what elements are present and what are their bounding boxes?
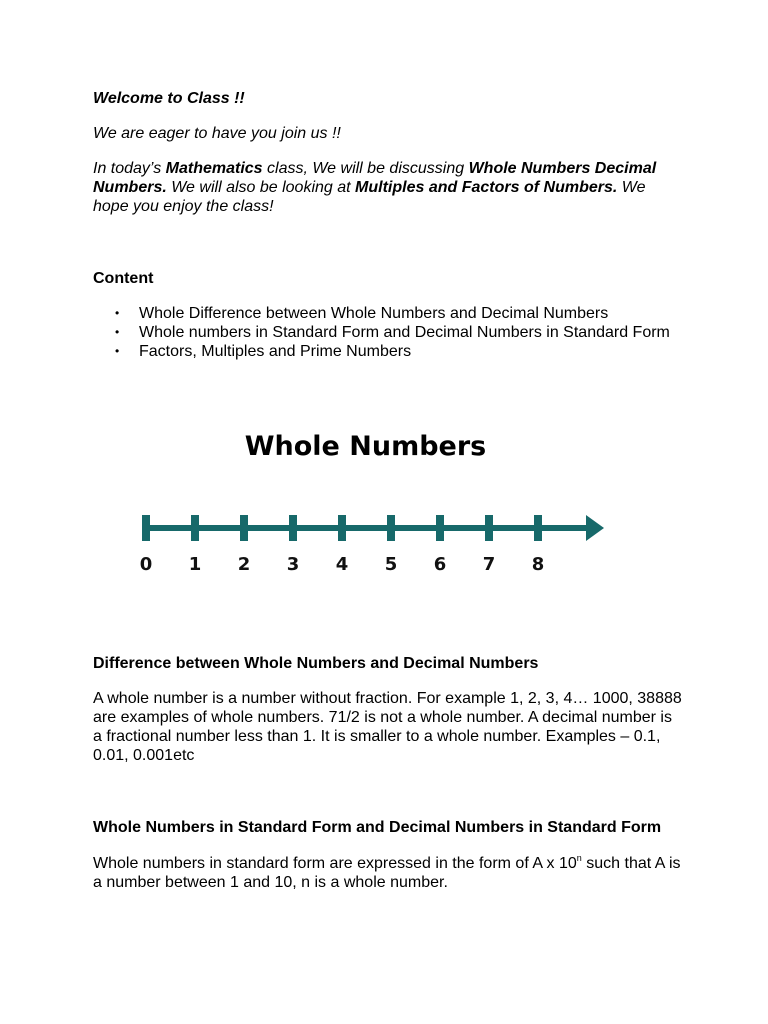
tick-mark (436, 515, 444, 541)
intro-part3: We will also be looking at (166, 179, 356, 196)
section2-body-part2: such that A is a number between 1 and 10, n is a whole number. (93, 855, 681, 891)
welcome-text: Welcome to Class !! (93, 90, 245, 107)
list-item (93, 323, 683, 342)
section2-heading: Whole Numbers in Standard Form and Decimal Numbers in Standard Form (93, 819, 662, 836)
tick-mark (240, 515, 248, 541)
arrow-head (586, 515, 604, 541)
intro-part2: class, We will be discussing (262, 160, 469, 177)
intro-paragraph (93, 159, 683, 216)
list-item-text: Factors, Multiples and Prime Numbers (139, 343, 412, 360)
tick-mark (142, 515, 150, 541)
section1-body: A whole number is a number without fraction. For example 1, 2, 3, 4… 1000, 38888 are examples of whole numbers. 71/2 is not a whole number. A decimal number is a fractional number less than 1. It is smaller to a whole number. Examples – 0.1, 0.01, 0.001etc (93, 690, 682, 764)
tick-label: 8 (531, 554, 545, 575)
intro-part1: In today’s (93, 160, 166, 177)
content-list (93, 304, 683, 361)
number-line (93, 423, 683, 613)
intro-part4: We hope you enjoy the class! (93, 179, 646, 215)
section1-heading: Difference between Whole Numbers and Decimal Numbers (93, 655, 539, 672)
tick-label: 5 (384, 554, 398, 575)
tick-mark (534, 515, 542, 541)
tick-label: 0 (139, 554, 153, 575)
tick-label: 2 (237, 554, 251, 575)
list-item (93, 304, 683, 323)
list-item-text: Whole numbers in Standard Form and Decimal Numbers in Standard Form (139, 324, 670, 341)
bullet: • (115, 306, 120, 320)
tick-label: 1 (188, 554, 202, 575)
intro-topic2: Multiples and Factors of Numbers. (355, 179, 618, 196)
section2-body (93, 854, 683, 892)
exponent: n (576, 853, 582, 863)
content-heading: Content (93, 270, 154, 287)
tick-label: 4 (335, 554, 349, 575)
list-item-text: Whole Difference between Whole Numbers and Decimal Numbers (139, 305, 609, 322)
tick-mark (485, 515, 493, 541)
bullet: • (115, 325, 120, 339)
tick-mark (289, 515, 297, 541)
tick-label: 7 (482, 554, 496, 575)
eager-text: We are eager to have you join us !! (93, 125, 341, 142)
bullet: • (115, 344, 120, 358)
intro-topic1: Whole Numbers Decimal Numbers. (93, 160, 657, 196)
document-page (93, 89, 683, 892)
section2-body-part1: Whole numbers in standard form are expressed in the form of A x 10 (93, 855, 577, 872)
tick-label: 3 (286, 554, 300, 575)
tick-mark (387, 515, 395, 541)
tick-mark (191, 515, 199, 541)
tick-label: 6 (433, 554, 447, 575)
tick-mark (338, 515, 346, 541)
number-line-figure (93, 423, 683, 613)
list-item (93, 342, 683, 361)
intro-subject: Mathematics (165, 160, 263, 177)
figure-title: Whole Numbers (244, 431, 487, 462)
